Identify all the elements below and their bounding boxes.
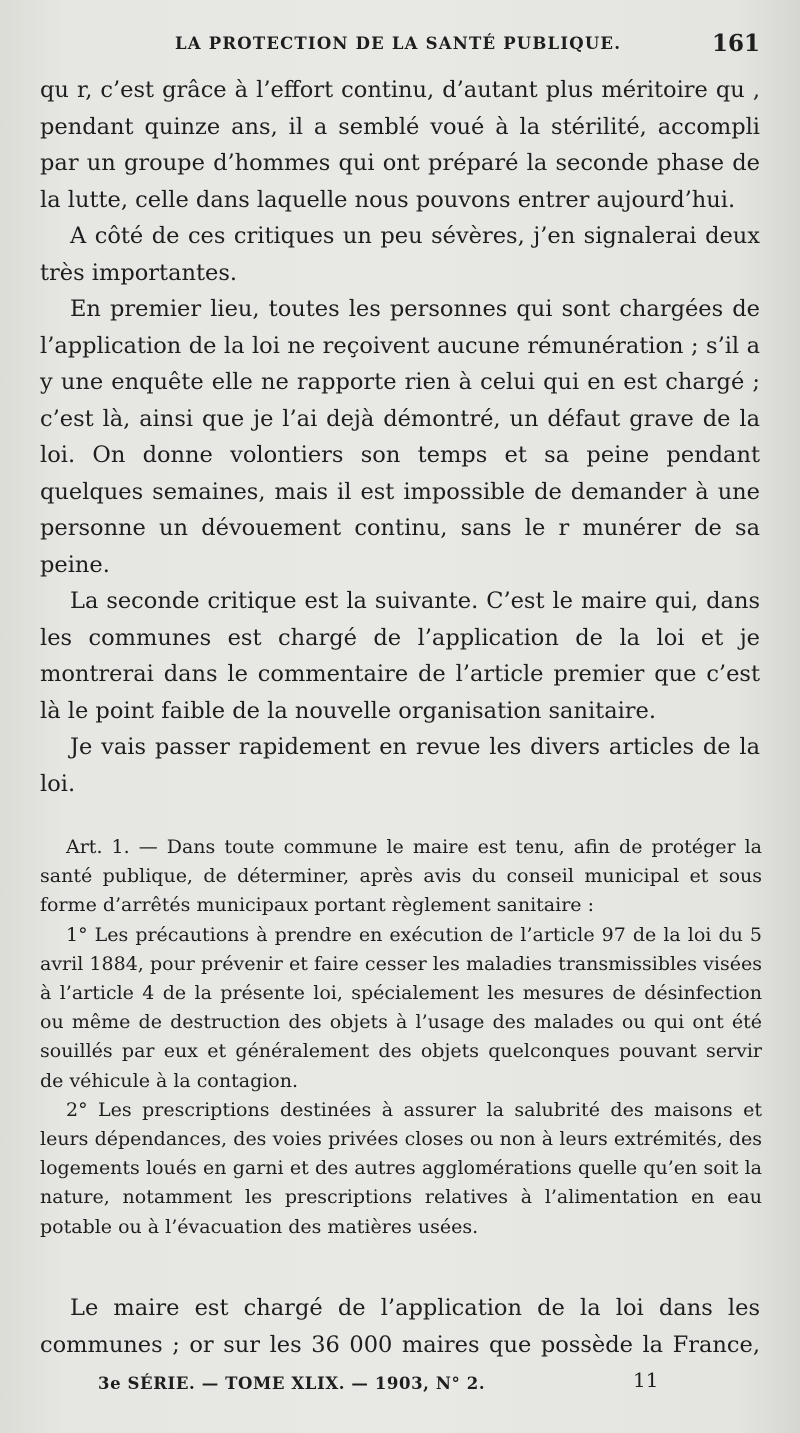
article-quote bbox=[40, 833, 762, 1242]
article-item-2: 2° Les prescriptions destinées à assurer la salubrité des maisons et leurs dépendances, des voies privées closes ou non à leurs extrémités, des logements loués en garni et des autres agglomérations quelle qu’en soit la nature, notamment les prescriptions relatives à l’alimentation en eau potable ou à l’évacuation des matières usées. bbox=[40, 1098, 762, 1238]
running-head: LA PROTECTION DE LA SANTÉ PUBLIQUE. bbox=[175, 34, 622, 53]
paragraph-first-critique: En premier lieu, toutes les personnes qui sont chargées de l’application de la loi ne reçoivent aucune rémunération ; s’il a y une enquête elle ne rapporte rien à celui qui en est chargé ; c’est là, ainsi que je l’ai dejà démontré, un défaut grave de la loi. On donne volontiers son temps et sa peine pendant quelques semaines, mais il est impossible de demander à une personne un dévouement continu, sans le r munérer de sa peine. bbox=[40, 296, 760, 578]
signature-line: 3e SÉRIE. — TOME XLIX. — 1903, N° 2. bbox=[98, 1374, 486, 1393]
paragraph-closing: Le maire est chargé de l’application de la loi dans les communes ; or sur les 36 000 maires que possède la France, bbox=[40, 1295, 760, 1358]
page-number: 161 bbox=[712, 30, 761, 57]
sheet-number: 11 bbox=[633, 1368, 659, 1392]
page-footer bbox=[0, 1368, 800, 1404]
page-header bbox=[0, 30, 800, 64]
paragraph-critiques: A côté de ces critiques un peu sévères, j’en signalerai deux très importantes. bbox=[40, 223, 760, 286]
article-item-1: 1° Les précautions à prendre en exécution de l’article 97 de la loi du 5 avril 1884, pour prévenir et faire cesser les maladies transmissibles visées à l’article 4 de la présente loi, spécialement les mesures de désinfection ou même de destruction des objets à l’usage des malades ou qui ont été souillés par eux et généralement des objets quelconques pouvant servir de véhicule à la contagion. bbox=[40, 923, 762, 1092]
paragraph-second-critique: La seconde critique est la suivante. C’est le maire qui, dans les communes est chargé de l’application de la loi et je montrerai dans le commentaire de l’article premier que c’est là le point faible de la nouvelle organisation sanitaire. bbox=[40, 588, 760, 724]
paragraph-review: Je vais passer rapidement en revue les divers articles de la loi. bbox=[40, 734, 760, 797]
main-text bbox=[40, 72, 760, 802]
closing-text bbox=[40, 1290, 760, 1363]
article-intro: Art. 1. — Dans toute commune le maire est tenu, afin de protéger la santé publique, de déterminer, après avis du conseil municipal et sous forme d’arrêtés municipaux portant règlement sanitaire : bbox=[40, 836, 762, 917]
paragraph-continuation: qu r, c’est grâce à l’effort continu, d’autant plus méritoire qu , pendant quinze ans, il a semblé voué à la stérilité, accompli par un groupe d’hommes qui ont préparé la seconde phase de la lutte, celle dans laquelle nous pouvons entrer aujourd’hui. bbox=[40, 77, 760, 213]
